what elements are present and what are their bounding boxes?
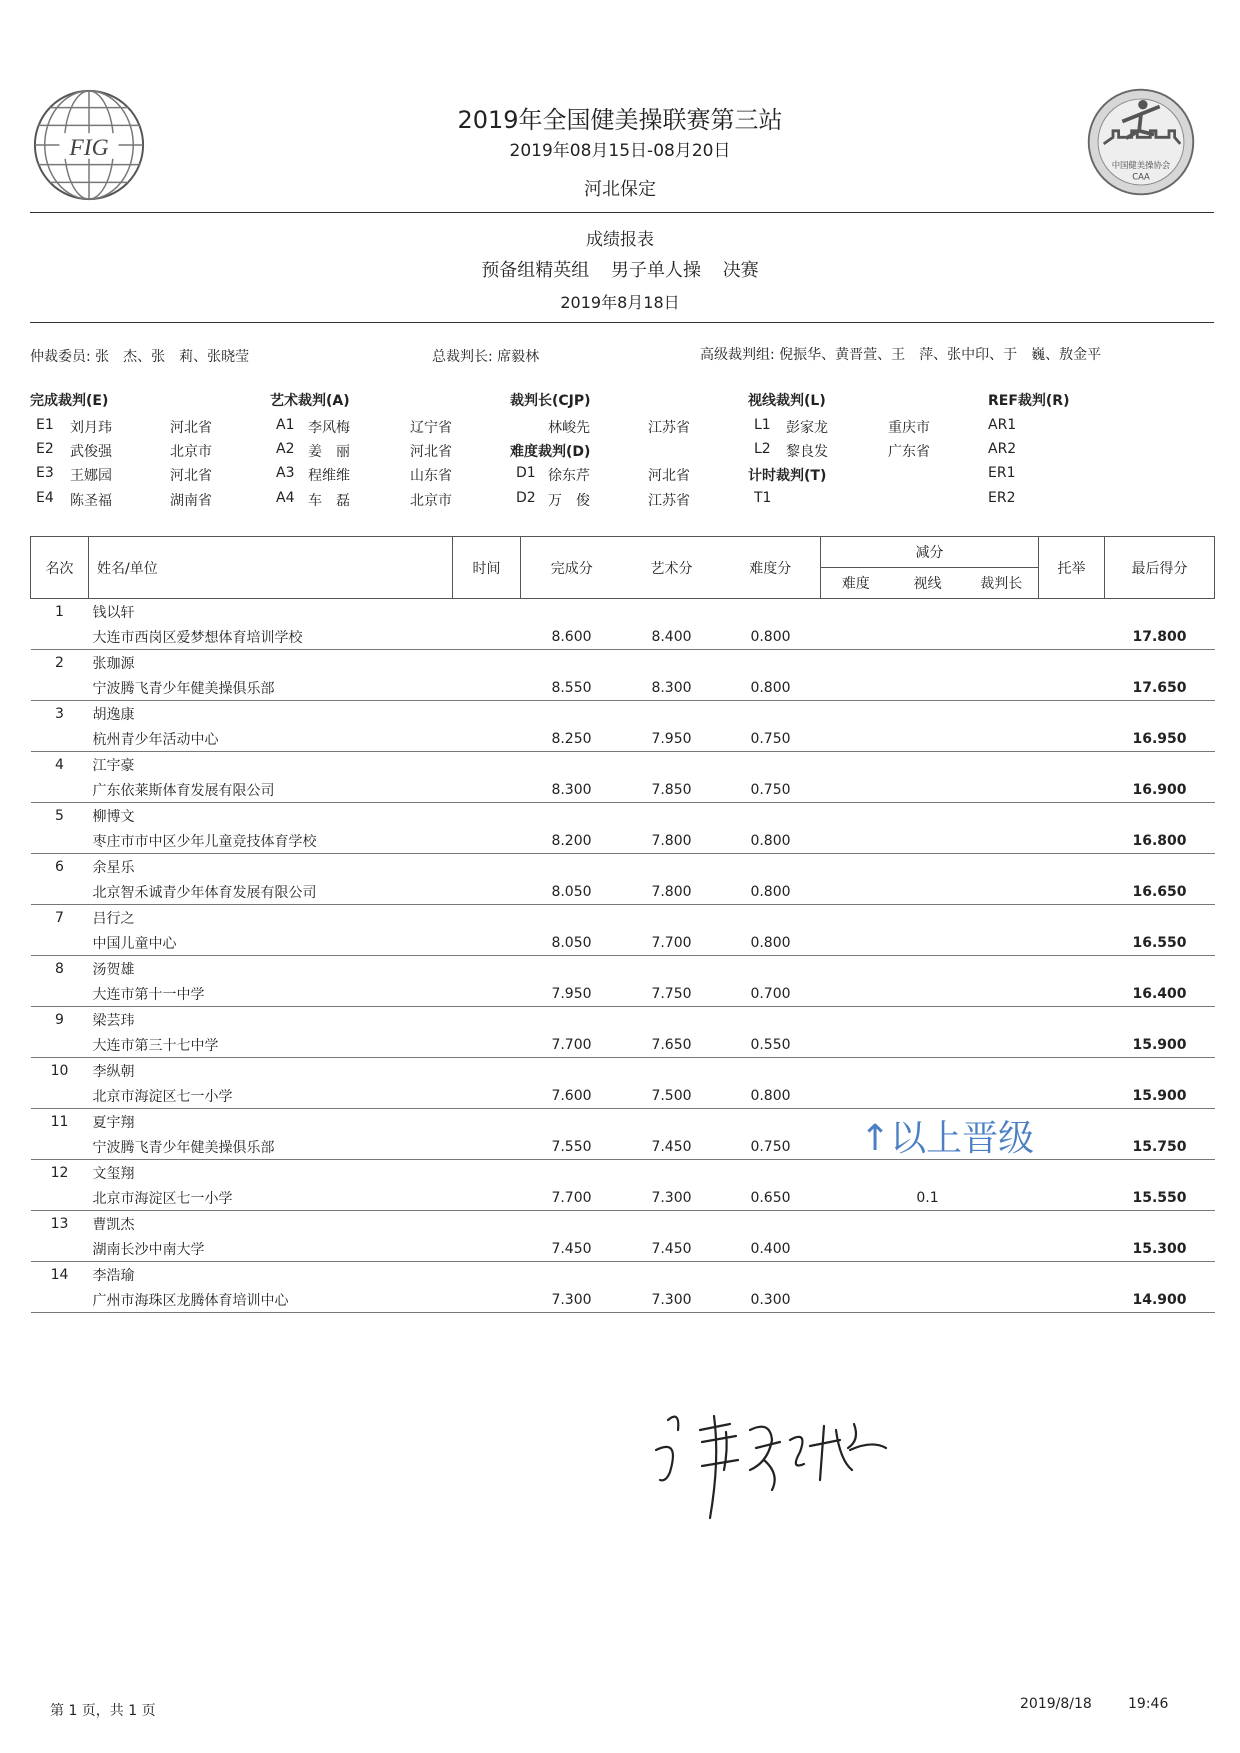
diff-code: D2 [516,490,536,506]
line-deduction [891,1083,965,1109]
report-event: 男子单人操 [611,260,701,281]
rank: 11 [50,1113,69,1130]
diff-score: 0.800 [721,624,821,650]
rank: 1 [55,603,64,620]
print-date: 2019/8/18 [1020,1696,1092,1712]
diff-score: 0.300 [721,1287,821,1313]
line-deduction [891,726,965,752]
diff-score: 0.750 [721,726,821,752]
signature-text [640,1390,641,1391]
athlete-name: 李浩瑜 [92,1267,135,1284]
exec-score: 8.050 [521,930,623,956]
line-code: L2 [754,441,771,457]
exec-score: 7.550 [521,1134,623,1160]
art-prov: 北京市 [410,493,452,509]
line-deduction [891,624,965,650]
diff-score: 0.650 [721,1185,821,1211]
art-score: 7.750 [623,981,721,1007]
page-number: 第 1 页，共 1 页 [50,1703,156,1719]
ref-code: AR2 [988,441,1017,457]
exec-score: 7.950 [521,981,623,1007]
art-name: 姜 丽 [308,444,350,460]
ref-panel-title: REF裁判(R) [988,393,1070,409]
diff-score: 0.800 [721,675,821,701]
line-name: 彭家龙 [786,420,828,436]
rank: 8 [55,960,64,977]
event-venue: 河北保定 [584,179,656,200]
rank: 10 [50,1062,69,1079]
jury-label: 仲裁委员: [30,349,91,365]
line-deduction [891,1236,965,1262]
athlete-name: 夏宇翔 [92,1114,135,1131]
diff-score: 0.700 [721,981,821,1007]
final-score: 15.750 [1105,1134,1215,1160]
ref-code: ER2 [988,490,1016,506]
art-code: A2 [276,441,295,457]
diff-score: 0.400 [721,1236,821,1262]
line-deduction [891,777,965,803]
athlete-unit: 北京智禾诚青少年体育发展有限公司 [89,879,453,905]
line-panel-title: 视线裁判(L) [748,393,826,409]
art-score: 7.650 [623,1032,721,1058]
final-score: 17.650 [1105,675,1215,701]
exec-score: 8.550 [521,675,623,701]
caa-logo-text: 中国健美操协会 [1111,160,1171,171]
final-score: 15.550 [1105,1185,1215,1211]
art-code: A4 [276,490,295,506]
line-prov: 重庆市 [888,420,930,436]
line-name: 黎良发 [786,444,828,460]
artistic-panel-title: 艺术裁判(A) [270,393,350,409]
exec-score: 8.200 [521,828,623,854]
art-score: 8.400 [623,624,721,650]
athlete-unit: 中国儿童中心 [89,930,453,956]
report-subtitle [0,256,1240,282]
event-dates: 2019年08月15日-08月20日 [509,141,731,161]
fig-logo-text: FIG [69,134,109,161]
rank: 12 [50,1164,69,1181]
final-score: 16.400 [1105,981,1215,1007]
diff-score: 0.750 [721,777,821,803]
diff-score: 0.750 [721,1134,821,1160]
exec-score: 7.700 [521,1185,623,1211]
head-referee-line [432,346,539,366]
athlete-name: 余星乐 [92,859,135,876]
col-art: 艺术分 [623,537,721,599]
final-score: 16.950 [1105,726,1215,752]
header-rule [30,212,1214,213]
ref-code: ER1 [988,465,1016,481]
final-score: 15.900 [1105,1032,1215,1058]
caa-logo-sub: CAA [1132,171,1150,182]
time-code: T1 [754,490,772,506]
exec-code: E1 [36,417,54,433]
athlete-unit: 宁波腾飞青少年健美操俱乐部 [89,1134,453,1160]
art-score: 7.850 [623,777,721,803]
exec-code: E2 [36,441,54,457]
col-exec: 完成分 [521,537,623,599]
athlete-unit: 枣庄市市中区少年儿童竞技体育学校 [89,828,453,854]
exec-score: 8.250 [521,726,623,752]
senior-panel-label: 高级裁判组: [700,347,775,363]
line-deduction [891,930,965,956]
athlete-unit: 北京市海淀区七一小学 [89,1083,453,1109]
line-code: L1 [754,417,771,433]
exec-name: 王娜园 [70,468,112,484]
line-deduction [891,675,965,701]
diff-name: 徐东芹 [548,468,590,484]
rank: 4 [55,756,64,773]
final-score: 15.300 [1105,1236,1215,1262]
final-score: 16.900 [1105,777,1215,803]
jury-line [30,346,249,366]
line-deduction: 0.1 [891,1185,965,1211]
athlete-name: 胡逸康 [92,706,135,723]
senior-panel-names: 倪振华、黄晋萱、王 萍、张中印、于 巍、敖金平 [779,347,1102,363]
rank: 9 [55,1011,64,1028]
final-score: 16.650 [1105,879,1215,905]
jury-names: 张 杰、张 莉、张晓莹 [95,349,250,365]
difficulty-panel-title: 难度裁判(D) [510,444,591,460]
athlete-unit: 大连市第十一中学 [89,981,453,1007]
athlete-unit: 湖南长沙中南大学 [89,1236,453,1262]
report-rule [30,322,1214,323]
rank: 7 [55,909,64,926]
col-diff: 难度分 [721,537,821,599]
col-time: 时间 [453,537,521,599]
art-code: A3 [276,465,295,481]
results-table [30,536,1215,1313]
up-arrow-icon: ↑ [860,1118,891,1159]
col-rank: 名次 [31,537,89,599]
rank: 5 [55,807,64,824]
head-referee-name: 席毅林 [497,349,540,365]
diff-name: 万 俊 [548,493,590,509]
art-score: 7.950 [623,726,721,752]
line-deduction [891,1032,965,1058]
line-deduction [891,879,965,905]
rank: 14 [50,1266,69,1283]
head-referee-label: 总裁判长: [432,349,493,365]
art-score: 7.800 [623,828,721,854]
exec-score: 8.600 [521,624,623,650]
art-score: 7.300 [623,1287,721,1313]
art-score: 7.500 [623,1083,721,1109]
athlete-unit: 广州市海珠区龙腾体育培训中心 [89,1287,453,1313]
qualification-note [860,1110,1034,1161]
exec-score: 7.300 [521,1287,623,1313]
athlete-unit: 北京市海淀区七一小学 [89,1185,453,1211]
cjp-panel-title: 裁判长(CJP) [510,393,591,409]
exec-code: E3 [36,465,54,481]
art-score: 7.450 [623,1236,721,1262]
final-score: 16.550 [1105,930,1215,956]
report-round: 决赛 [722,260,759,281]
col-deductions: 减分 [821,537,1039,568]
exec-prov: 河北省 [170,468,212,484]
athlete-name: 文玺翔 [92,1165,135,1182]
athlete-name: 吕行之 [92,910,135,927]
diff-score: 0.550 [721,1032,821,1058]
rank: 3 [55,705,64,722]
final-score: 16.800 [1105,828,1215,854]
report-date: 2019年8月18日 [560,293,680,312]
exec-prov: 河北省 [170,420,212,436]
col-ded-difficulty: 难度 [821,568,891,599]
exec-name: 武俊强 [70,444,112,460]
diff-score: 0.800 [721,930,821,956]
final-score: 14.900 [1105,1287,1215,1313]
athlete-name: 钱以轩 [92,604,135,621]
exec-score: 8.050 [521,879,623,905]
event-title: 2019年全国健美操联赛第三站 [457,106,783,134]
rank: 13 [50,1215,69,1232]
art-code: A1 [276,417,295,433]
col-final: 最后得分 [1105,537,1215,599]
exec-name: 陈圣福 [70,493,112,509]
exec-prov: 湖南省 [170,493,212,509]
athlete-name: 曹凯杰 [92,1216,135,1233]
art-score: 7.700 [623,930,721,956]
col-name: 姓名/单位 [89,537,453,599]
senior-panel-line [700,344,1101,364]
athlete-name: 李纵朝 [92,1063,135,1080]
diff-score: 0.800 [721,828,821,854]
line-prov: 广东省 [888,444,930,460]
art-name: 李风梅 [308,420,350,436]
report-group: 预备组精英组 [481,260,590,281]
diff-code: D1 [516,465,536,481]
rank: 6 [55,858,64,875]
art-score: 7.800 [623,879,721,905]
signature [640,1390,900,1520]
cjp-name: 林峻先 [548,420,590,436]
art-prov: 河北省 [410,444,452,460]
execution-panel-title: 完成裁判(E) [30,393,109,409]
print-time: 19:46 [1128,1696,1169,1712]
diff-score: 0.800 [721,1083,821,1109]
diff-prov: 河北省 [648,468,690,484]
exec-name: 刘月玮 [70,420,112,436]
art-score: 7.300 [623,1185,721,1211]
exec-prov: 北京市 [170,444,212,460]
art-name: 程维维 [308,468,350,484]
diff-prov: 江苏省 [648,493,690,509]
final-score: 17.800 [1105,624,1215,650]
time-panel-title: 计时裁判(T) [748,468,827,484]
athlete-name: 张珈源 [92,655,135,672]
col-ded-cjp: 裁判长 [965,568,1039,599]
qualification-text: 以上晋级 [890,1118,1035,1159]
athlete-name: 梁芸玮 [92,1012,135,1029]
exec-score: 7.450 [521,1236,623,1262]
line-deduction [891,981,965,1007]
art-score: 8.300 [623,675,721,701]
athlete-name: 江宇豪 [92,757,135,774]
diff-score: 0.800 [721,879,821,905]
report-title: 成绩报表 [586,230,654,250]
art-prov: 辽宁省 [410,420,452,436]
athlete-unit: 大连市第三十七中学 [89,1032,453,1058]
final-score: 15.900 [1105,1083,1215,1109]
exec-score: 7.700 [521,1032,623,1058]
cjp-prov: 江苏省 [648,420,690,436]
athlete-name: 柳博文 [92,808,135,825]
exec-score: 7.600 [521,1083,623,1109]
athlete-unit: 大连市西岗区爱梦想体育培训学校 [89,624,453,650]
exec-score: 8.300 [521,777,623,803]
athlete-unit: 杭州青少年活动中心 [89,726,453,752]
col-ded-line: 视线 [891,568,965,599]
col-lift: 托举 [1039,537,1105,599]
line-deduction [891,1287,965,1313]
athlete-unit: 广东依莱斯体育发展有限公司 [89,777,453,803]
art-name: 车 磊 [308,493,350,509]
line-deduction [891,828,965,854]
ref-code: AR1 [988,417,1017,433]
rank: 2 [55,654,64,671]
art-prov: 山东省 [410,468,452,484]
athlete-unit: 宁波腾飞青少年健美操俱乐部 [89,675,453,701]
athlete-name: 汤贺雄 [92,961,135,978]
exec-code: E4 [36,490,54,506]
art-score: 7.450 [623,1134,721,1160]
